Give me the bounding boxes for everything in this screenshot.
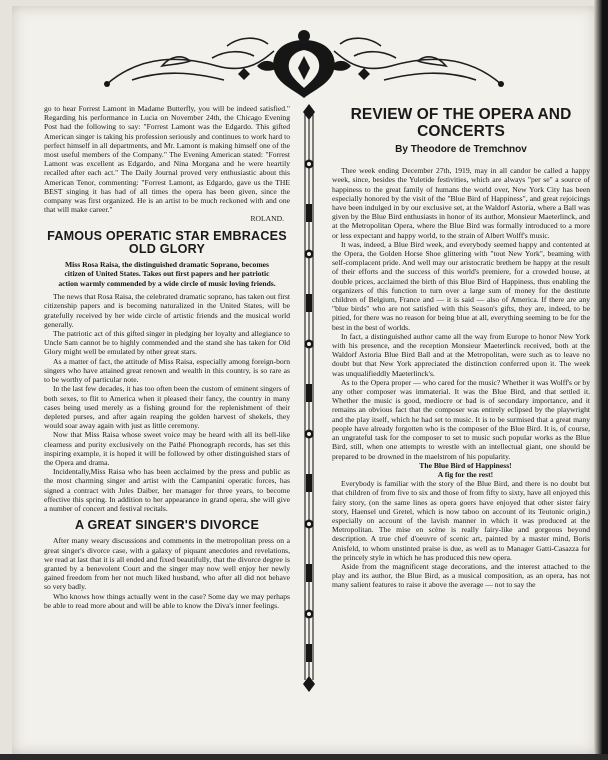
body-paragraph: Aside from the magnificent stage decorations, and the interest attached to the play and its author, the Blue Bird, as a musical composition, as an opera, has not many salient features to raise it above the average — not to say the (332, 561, 590, 590)
page-bottom-edge (0, 754, 608, 760)
left-column (44, 104, 290, 742)
lamont-review-paragraph: go to hear Forrest Lamont in Madame Butterfly, you will be indeed satisfied." Regarding his performance in Lucia on November 24th, the Chicago Evening Post had the following to say: "Forrest Lamont was the Edgardo. This gifted American singer is taking his profession seriously and continues to work hard to perfect himself in all departments, and Mr. Lamont is making himself one of the most useful members of the Company." The Evening American stated: "Forrest Lamont was excellent as Edgardo, and Nina Morgana and he were heartily recalled after each act." The Daily Journal proved very enthusiastic about this American Tenor, commenting: "Forrest Lamont, as Edgardo, gave us the THE BEST singing it has had of all times the opera has been given, since the company was first organized. He is an artist to be much reckoned with and one that will make career." (44, 104, 290, 215)
page-edge-shadow (594, 0, 608, 760)
body-paragraph: The patriotic act of this gifted singer in pledging her loyalty and allegiance to Uncle Sam cannot be to highly commended and the stand she has taken for Old Glory might well be emulated by other great stars. (44, 329, 290, 357)
headline-divorce: A GREAT SINGER'S DIVORCE (74, 518, 260, 533)
signature: ROLAND. (250, 214, 284, 224)
body-paragraph: After many weary discussions and comments in the metropolitan press on a great singer's divorce case, with a galaxy of piquant anecdotes and revelations, we read at last that it is all ended and fixed beautifully, that the divorce degree is granted by a benevolent Court and the singer may now well enjoy her newly gained freedom from her not much liked husband, who after all did not behave so very badly. (44, 536, 290, 592)
body-paragraph: In fact, a distinguished author came all the way from Europe to honor New York with his presence, and the reception Monsieur Maeterlinck received, both at the Waldorf Astoria Blue Bird Ball and at the Metropolitan, were such as to leave no doubt but that New York appreciated the distinction conferred upon it. The week was unqualifieddly Maeterlinck's. (332, 331, 590, 378)
body-paragraph: As to the Opera proper — who cared for the music? Whether it was Wolff's or by any other composer was immaterial. It was the Blue Bird, and that settled it. Whether the music is good, mediocre or bad is of secondary importance, and it remains an obvious fact that the composer was entirely eclipsed by the playwright and the play itself, which he had set to music. It is to be surmised that a great many people have already forgotten who is the composer of the Blue Bird. It is, of course, an ungrateful task for the composer to set to music such popular works as the Blue Bird, still, when one attempts to wrestle with an intellectual giant, one should be prepared to be drowned in the maelstrom of his popularity. (332, 377, 590, 461)
body-paragraph: Incidentally,Miss Raisa who has been acclaimed by the press and public as the most charming singer and artist with the Campanini operatic forces, has signed a contract with Jules Daiber, her manager for three years, to become effective this spring. In addition to her appearance in grand opera, she will give a number of concert and festival recitals. (44, 467, 290, 513)
body-paragraph: The news that Rosa Raisa, the celebrated dramatic soprano, has taken out first citizenship papers and is becoming naturalized in the United States, will be gratefully received by her wide circle of artistic friends and the musical world generally. (44, 292, 290, 329)
body-paragraph: As a matter of fact, the attitude of Miss Raisa, especially among foreign-born singers who have attained great renown and wealth in this country, is so rare as to be worthy of particular note. (44, 356, 290, 385)
deck-raisa: Miss Rosa Raisa, the distinguished dramatic Soprano, becomes citizen of United States. Takes out first papers and her patriotic action warmly commended by a wide circle of music loving friends. (58, 260, 276, 288)
headline-raisa: FAMOUS OPERATIC STAR EMBRACES OLD GLORY (47, 228, 287, 256)
article-title: REVIEW OF THE OPERA AND CONCERTS (350, 106, 572, 140)
body-paragraph: Who knows how things actually went in the case? Some day we may perhaps be able to read more about and will be able to know the Diva's inner feelings. (44, 591, 290, 610)
ornamental-column-divider-icon (300, 104, 318, 694)
magazine-page (12, 6, 596, 754)
body-paragraph: Thee week ending December 27th, 1919, may in all candor be called a happy week, since, besides the Yuletide festivities, which are always "per se" a source of happiness to the great family of humans the world over, New York City has been especially honored by the visit of the "Blue Bird of Happiness", and great rejoicings have been indulged in by our exclusive set, at the Waldorf Astoria, where a Ball was given by the Blue Bird enthusiasts in honor of its author, Monsieur Maeterlinck, and at the Metropolitan Opera, where the Blue Bird was formally introduced to a more or less expectant and happy world, to the strain of Albert Wolff's music. (332, 166, 590, 240)
byline: By Theodore de Tremchnov (395, 144, 527, 155)
ornamental-header-icon (12, 6, 596, 106)
subheading: A fig for the rest! (437, 469, 494, 479)
body-paragraph: Everybody is familiar with the story of the Blue Bird, and there is no doubt but that children of from five to six and those of from fifty to sixty, have all enjoyed this fairy story, (on the same lines as opera goers have enjoyed that other sister fairy story, Haensel und Gretel, which is now taboo on account of its Teutonic origin,) especially on account of the lavish manner in which it was produced at the Metropolitan. The mise en scène is really fairy-like and gorgeous beyond description. A true chef d'oeuvre of scenic art, painted by a master mind, Boris Anisfeld, to whom unstinted praise is due, as well as to Manager Gatti-Casazza for the princely style in which he has produced this new opera. (332, 479, 590, 562)
body-paragraph: In the last few decades, it has too often been the custom of eminent singers of both sexes, to flit to America when it pleased their fancy, the country in many cases being used merely as a fishing ground for the replenishment of their depleted purses, and after again reaping the golden harvest of shekels, they would soar away again with just as little ceremony. (44, 384, 290, 431)
subheading: The Blue Bird of Happiness! (419, 460, 512, 470)
right-column (332, 106, 590, 742)
body-paragraph: It was, indeed, a Blue Bird week, and everybody seemed happy and contented at the Opera, the Golden Horse Shoe glittering with "tout New York", beaming with self-complacent pride. And well may our aristocratic brethern be happy at the result of their efforts and the success of this world's premiere, for a crowded house, at double prices, acclaimed the birth of this Blue Bird of Happiness, thus enabling the organizers of this function to turn over a large sum of money for the destitute children of Belgium, France and — it is said — also of America. If there are any "blue birds" who are not satisfied with this Season's gifts, they are, indeed, to be pitied, for there was no reason for being blue at all, everything seeming to be for the best in the best of worlds. (332, 239, 590, 332)
body-paragraph: Now that Miss Raisa whose sweet voice may be heard with all its bell-like clearness and purity exclusively on the Pathé Phonograph records, has set this inspiring example, it is hoped it will be followed by other distinguished stars of the Opera and drama. (44, 430, 290, 467)
